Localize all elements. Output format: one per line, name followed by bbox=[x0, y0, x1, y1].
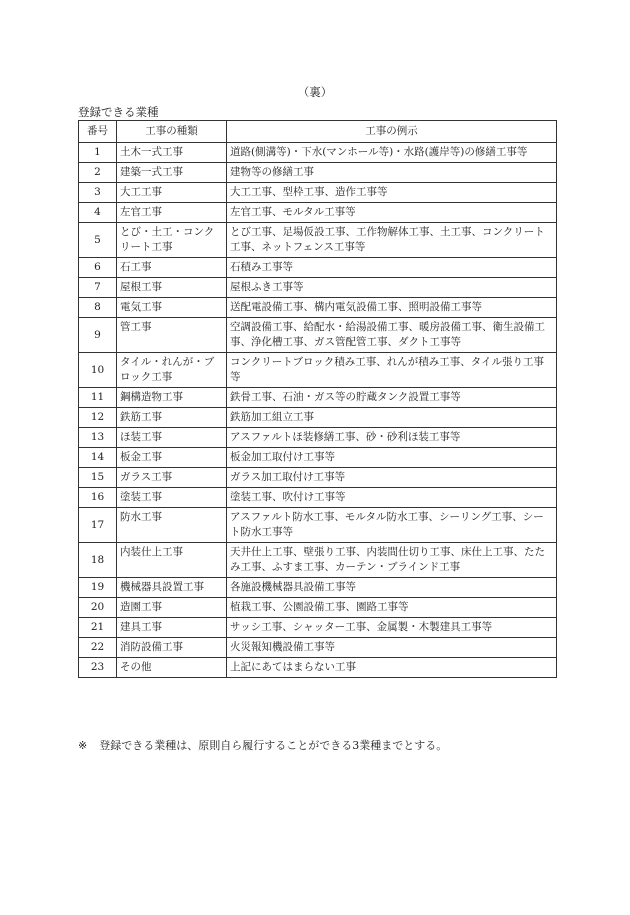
table-row bbox=[79, 448, 557, 468]
row-work-type: 造園工事 bbox=[117, 598, 227, 618]
row-work-type: 左官工事 bbox=[117, 203, 227, 223]
table-row bbox=[79, 618, 557, 638]
row-number: 12 bbox=[79, 408, 117, 428]
row-work-example: アスファルト防水工事、モルタル防水工事、シーリング工事、シート防水工事等 bbox=[227, 508, 557, 543]
row-work-example: とび工事、足場仮設工事、工作物解体工事、土工事、コンクリート工事、ネットフェンス工事等 bbox=[227, 223, 557, 258]
table-row bbox=[79, 318, 557, 353]
row-work-example: 道路(側溝等)・下水(マンホール等)・水路(護岸等)の修繕工事等 bbox=[227, 143, 557, 163]
table-row bbox=[79, 388, 557, 408]
row-work-example: 各施設機械器具設備工事等 bbox=[227, 578, 557, 598]
row-work-type: 塗装工事 bbox=[117, 488, 227, 508]
table-row bbox=[79, 163, 557, 183]
table-row bbox=[79, 408, 557, 428]
row-work-example: 左官工事、モルタル工事等 bbox=[227, 203, 557, 223]
row-work-type: 屋根工事 bbox=[117, 278, 227, 298]
row-number: 23 bbox=[79, 658, 117, 678]
table-row bbox=[79, 223, 557, 258]
row-work-type: 管工事 bbox=[117, 318, 227, 353]
row-number: 15 bbox=[79, 468, 117, 488]
row-work-type: 建具工事 bbox=[117, 618, 227, 638]
row-work-type: ガラス工事 bbox=[117, 468, 227, 488]
row-work-example: 鉄骨工事、石油・ガス等の貯蔵タンク設置工事等 bbox=[227, 388, 557, 408]
row-work-type: 石工事 bbox=[117, 258, 227, 278]
table-row bbox=[79, 468, 557, 488]
row-work-example: 天井仕上工事、壁張り工事、内装間仕切り工事、床仕上工事、たたみ工事、ふすま工事、カーテン・ブラインド工事 bbox=[227, 543, 557, 578]
section-title: 登録できる業種 bbox=[78, 105, 159, 119]
row-number: 10 bbox=[79, 353, 117, 388]
table-row bbox=[79, 278, 557, 298]
row-work-example: 送配電設備工事、構内電気設備工事、照明設備工事等 bbox=[227, 298, 557, 318]
table-header-row bbox=[79, 121, 557, 143]
row-work-type: 鋼構造物工事 bbox=[117, 388, 227, 408]
table-row bbox=[79, 598, 557, 618]
footnote-mark: ※ bbox=[78, 739, 88, 752]
table-row bbox=[79, 143, 557, 163]
table-row bbox=[79, 658, 557, 678]
table-row bbox=[79, 578, 557, 598]
table-row bbox=[79, 258, 557, 278]
column-header-number: 番号 bbox=[79, 121, 117, 143]
table-row bbox=[79, 488, 557, 508]
table-row bbox=[79, 183, 557, 203]
row-work-type: 建築一式工事 bbox=[117, 163, 227, 183]
row-number: 9 bbox=[79, 318, 117, 353]
row-number: 16 bbox=[79, 488, 117, 508]
table-row bbox=[79, 203, 557, 223]
row-work-type: 機械器具設置工事 bbox=[117, 578, 227, 598]
row-work-example: 石積み工事等 bbox=[227, 258, 557, 278]
row-number: 13 bbox=[79, 428, 117, 448]
row-number: 6 bbox=[79, 258, 117, 278]
table-row bbox=[79, 353, 557, 388]
footnote bbox=[78, 737, 447, 753]
row-work-example: 大工工事、型枠工事、造作工事等 bbox=[227, 183, 557, 203]
row-work-example: サッシ工事、シャッター工事、金属製・木製建具工事等 bbox=[227, 618, 557, 638]
work-types-table bbox=[78, 120, 557, 678]
row-number: 2 bbox=[79, 163, 117, 183]
table-row bbox=[79, 428, 557, 448]
column-header-work-example: 工事の例示 bbox=[227, 121, 557, 143]
row-number: 7 bbox=[79, 278, 117, 298]
row-number: 19 bbox=[79, 578, 117, 598]
row-number: 21 bbox=[79, 618, 117, 638]
row-work-example: 建物等の修繕工事 bbox=[227, 163, 557, 183]
row-work-type: 内装仕上工事 bbox=[117, 543, 227, 578]
row-work-type: ほ装工事 bbox=[117, 428, 227, 448]
row-work-type: 鉄筋工事 bbox=[117, 408, 227, 428]
row-work-example: 空調設備工事、給配水・給湯設備工事、暖房設備工事、衛生設備工事、浄化槽工事、ガス管配管工事、ダクト工事等 bbox=[227, 318, 557, 353]
row-number: 18 bbox=[79, 543, 117, 578]
page-header: （裏） bbox=[297, 85, 333, 99]
table-row bbox=[79, 638, 557, 658]
row-number: 22 bbox=[79, 638, 117, 658]
row-work-example: アスファルトほ装修繕工事、砂・砂利ほ装工事等 bbox=[227, 428, 557, 448]
row-work-example: ガラス加工取付け工事等 bbox=[227, 468, 557, 488]
row-work-example: 鉄筋加工組立工事 bbox=[227, 408, 557, 428]
row-work-type: とび・土工・コンクリート工事 bbox=[117, 223, 227, 258]
row-work-example: 植栽工事、公園設備工事、園路工事等 bbox=[227, 598, 557, 618]
row-work-example: コンクリートブロック積み工事、れんが積み工事、タイル張り工事等 bbox=[227, 353, 557, 388]
row-work-type: 電気工事 bbox=[117, 298, 227, 318]
row-work-type: 防水工事 bbox=[117, 508, 227, 543]
row-work-example: 上記にあてはまらない工事 bbox=[227, 658, 557, 678]
row-work-type: 板金工事 bbox=[117, 448, 227, 468]
row-number: 20 bbox=[79, 598, 117, 618]
row-work-example: 屋根ふき工事等 bbox=[227, 278, 557, 298]
row-number: 5 bbox=[79, 223, 117, 258]
row-work-type: 消防設備工事 bbox=[117, 638, 227, 658]
table-row bbox=[79, 543, 557, 578]
row-work-type: その他 bbox=[117, 658, 227, 678]
row-work-example: 塗装工事、吹付け工事等 bbox=[227, 488, 557, 508]
row-number: 17 bbox=[79, 508, 117, 543]
row-work-type: 土木一式工事 bbox=[117, 143, 227, 163]
row-number: 14 bbox=[79, 448, 117, 468]
row-work-type: 大工工事 bbox=[117, 183, 227, 203]
row-number: 4 bbox=[79, 203, 117, 223]
row-work-example: 板金加工取付け工事等 bbox=[227, 448, 557, 468]
row-number: 11 bbox=[79, 388, 117, 408]
row-number: 8 bbox=[79, 298, 117, 318]
row-work-example: 火災報知機設備工事等 bbox=[227, 638, 557, 658]
row-work-type: タイル・れんが・ブロック工事 bbox=[117, 353, 227, 388]
footnote-text: 登録できる業種は、原則自ら履行することができる3業種までとする。 bbox=[99, 739, 448, 752]
table-body bbox=[79, 143, 557, 678]
row-number: 3 bbox=[79, 183, 117, 203]
column-header-work-type: 工事の種類 bbox=[117, 121, 227, 143]
table-row bbox=[79, 298, 557, 318]
row-number: 1 bbox=[79, 143, 117, 163]
table-row bbox=[79, 508, 557, 543]
